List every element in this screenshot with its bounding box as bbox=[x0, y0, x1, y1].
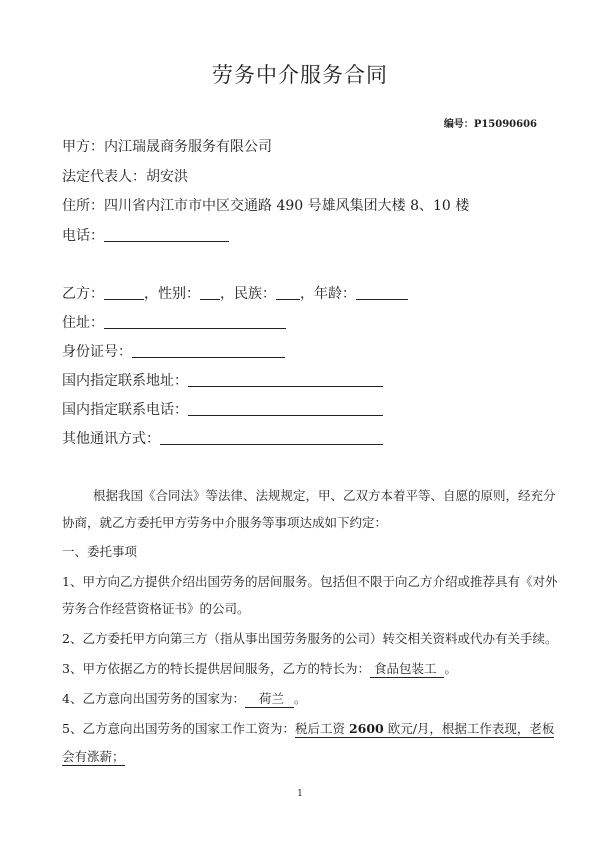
contact-address-label: 国内指定联系地址： bbox=[62, 373, 188, 389]
party-a-phone-blank bbox=[104, 226, 229, 242]
id-number-label: 身份证号： bbox=[62, 344, 132, 360]
party-a-phone-label: 电话： bbox=[62, 228, 104, 244]
destination-country-value: 荷兰 bbox=[245, 691, 294, 708]
ethnicity-blank bbox=[276, 284, 300, 300]
party-a-label: 甲方： bbox=[62, 139, 104, 155]
party-a-address-label: 住所： bbox=[62, 198, 104, 214]
wage-text-2: 欧元/月，根据工作表现，老板 bbox=[383, 721, 555, 736]
preamble-line-1: 根据我国《合同法》等法律、法规规定，甲、乙双方本着平等、自愿的原则，经充分 bbox=[93, 488, 556, 503]
contact-phone-label: 国内指定联系电话： bbox=[62, 402, 188, 418]
other-contact-line bbox=[62, 429, 383, 449]
party-a-phone-line bbox=[62, 226, 229, 246]
party-b-address-label: 住址： bbox=[62, 315, 104, 331]
id-number-blank bbox=[132, 342, 285, 358]
section-heading: 一、委托事项 bbox=[62, 544, 138, 559]
contract-number-value: P15090606 bbox=[473, 119, 537, 130]
contract-number-label: 编号： bbox=[443, 119, 474, 130]
age-label: ，年龄： bbox=[300, 286, 356, 302]
party-a-address-line bbox=[62, 196, 469, 216]
age-blank bbox=[356, 284, 408, 300]
party-b-address-line bbox=[62, 313, 286, 333]
item-1-line-2: 劳务合作经营资格证书》的公司。 bbox=[62, 601, 250, 616]
party-b-address-blank bbox=[104, 313, 286, 329]
contact-address-line bbox=[62, 371, 383, 391]
item-4 bbox=[62, 690, 307, 708]
specialty-value: 食品包装工 bbox=[370, 661, 445, 678]
contact-phone-line bbox=[62, 400, 383, 420]
item-3-suffix: 。 bbox=[444, 661, 457, 676]
contact-phone-blank bbox=[188, 400, 383, 416]
contact-address-blank bbox=[188, 371, 383, 387]
document-title: 劳务中介服务合同 bbox=[212, 63, 388, 87]
item-5-line-1 bbox=[62, 720, 554, 738]
party-a-name: 内江瑞晟商务服务有限公司 bbox=[104, 139, 272, 155]
party-b-id-line bbox=[62, 342, 285, 362]
party-a-address: 四川省内江市市中区交通路 490 号雄风集团大楼 8、10 楼 bbox=[104, 198, 470, 214]
party-a-name-line bbox=[62, 137, 272, 157]
item-3-prefix: 3、甲方依据乙方的特长提供居间服务，乙方的特长为： bbox=[62, 661, 370, 676]
other-contact-blank bbox=[160, 429, 383, 445]
preamble-line-2: 协商，就乙方委托甲方劳务中介服务等事项达成如下约定： bbox=[62, 515, 388, 530]
item-5-prefix: 5、乙方意向出国劳务的国家工作工资为： bbox=[62, 721, 295, 736]
party-a-legal-rep-line bbox=[62, 167, 188, 187]
page-number: 1 bbox=[297, 789, 303, 799]
legal-rep-name: 胡安洪 bbox=[146, 169, 188, 185]
contract-number bbox=[444, 118, 537, 132]
other-contact-label: 其他通讯方式： bbox=[62, 431, 160, 447]
party-b-name-blank bbox=[104, 284, 144, 300]
wage-amount: 2600 bbox=[348, 721, 384, 736]
item-5-line-2 bbox=[62, 748, 125, 766]
item-4-prefix: 4、乙方意向出国劳务的国家为： bbox=[62, 691, 245, 706]
item-3 bbox=[62, 660, 457, 678]
item-2: 2、乙方委托甲方向第三方（指从事出国劳务服务的公司）转交相关资料或代办有关手续。 bbox=[62, 631, 558, 646]
wage-value bbox=[295, 721, 554, 738]
wage-text-1: 税后工资 bbox=[294, 721, 349, 736]
item-1-line-1: 1、甲方向乙方提供介绍出国劳务的居间服务。包括但不限于向乙方介绍或推荐具有《对外 bbox=[62, 574, 558, 589]
party-b-label: 乙方： bbox=[62, 286, 104, 302]
ethnicity-label: ，民族： bbox=[220, 286, 276, 302]
party-b-basic-line bbox=[62, 284, 408, 304]
gender-blank bbox=[200, 284, 220, 300]
item-4-suffix: 。 bbox=[293, 691, 307, 706]
legal-rep-label: 法定代表人： bbox=[62, 169, 146, 185]
gender-label: ，性别： bbox=[144, 286, 200, 302]
wage-value-line-2: 会有涨薪； bbox=[62, 749, 125, 764]
